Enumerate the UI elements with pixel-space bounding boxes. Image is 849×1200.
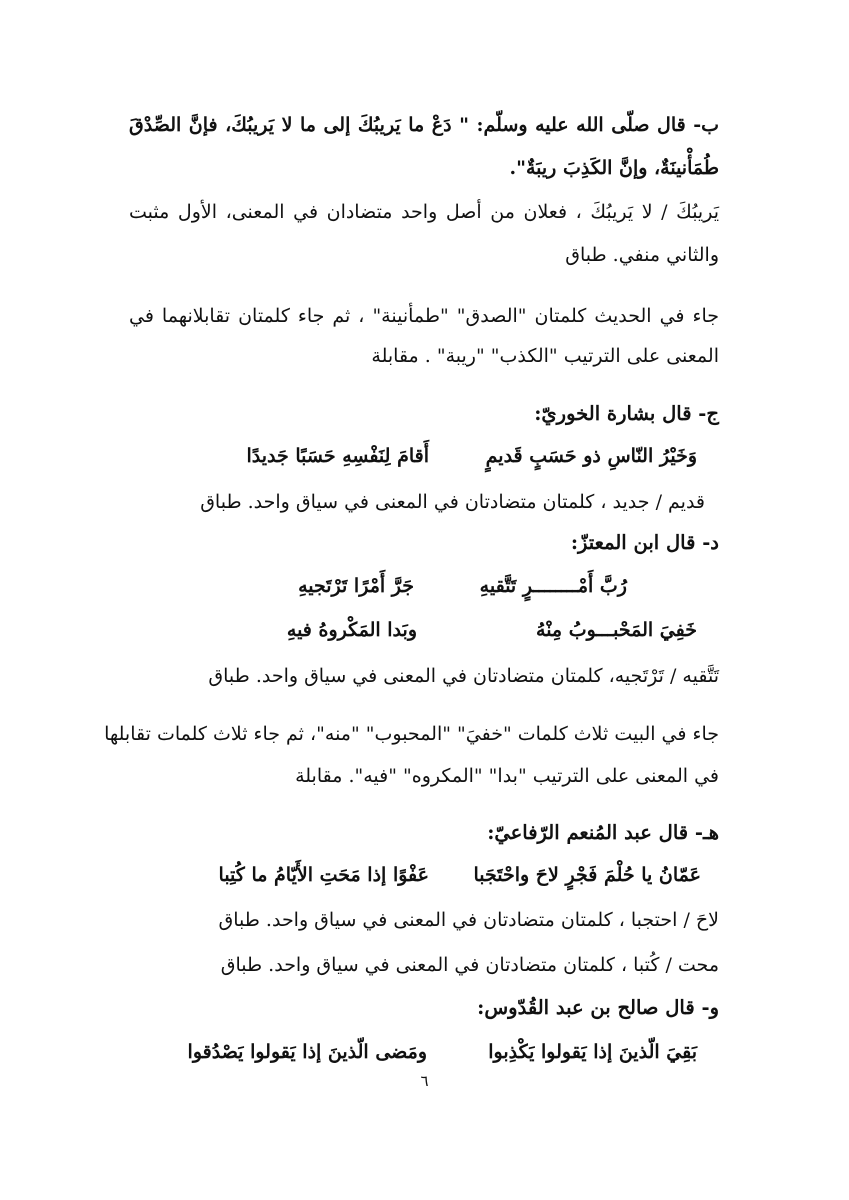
verse-first-hemistich: عَمّانُ يا حُلْمَ فَجْرٍ لاحَ واحْتَجَبا bbox=[473, 864, 701, 886]
section-heading-alrifai: هـ- قال عبد المُنعم الرّفاعيّ: bbox=[487, 821, 719, 844]
hadith-quote-line-1: ب- قال صلّى الله عليه وسلّم: " دَعْ ما يَريبُكَ إلى ما لا يَريبُكَ، فإنَّ الصِّدْقَ bbox=[129, 114, 719, 136]
muqabala-explanation-line-1: جاء في الحديث كلمتان "الصدق" "طمأنينة" ، ثم جاء كلمتان تقابلانهما في bbox=[129, 305, 719, 327]
verse-second-hemistich: جَرَّ أَمْرًا تَرْتَجيهِ bbox=[298, 575, 414, 597]
verse-first-hemistich: خَفِيَ المَحْبـــوبُ مِنْهُ bbox=[536, 619, 697, 641]
tibaq-explanation-line-1: يَريبُكَ / لا يَريبُكَ ، فعلان من أصل واحد متضادان في المعنى، الأول مثبت bbox=[129, 201, 719, 223]
muqabala-explanation-line-2: المعنى على الترتيب "الكذب" "ريبة" . مقابلة bbox=[371, 345, 719, 367]
tibaq-explanation-line-2: والثاني منفي. طباق bbox=[565, 244, 719, 266]
page-number: ٦ bbox=[420, 1072, 429, 1090]
tibaq-explanation-2: محت / كُتبا ، كلمتان متضادتان في المعنى في سياق واحد. طباق bbox=[220, 954, 719, 976]
verse-second-hemistich: عَفْوًا إذا مَحَتِ الأَيّامُ ما كُتِبا bbox=[218, 864, 429, 886]
verse-second-hemistich: أَقامَ لِنَفْسِهِ حَسَبًا جَديدًا bbox=[246, 445, 429, 467]
verse-second-hemistich: ومَضى الّذينَ إذا يَقولوا يَصْدُقوا bbox=[187, 1041, 427, 1063]
tibaq-explanation: قديم / جديد ، كلمتان متضادتان في المعنى في سياق واحد. طباق bbox=[200, 491, 705, 513]
verse-second-hemistich: وبَدا المَكْروهُ فيهِ bbox=[286, 619, 417, 641]
muqabala-explanation-line-2: في المعنى على الترتيب "بدا" "المكروه" "فيه". مقابلة bbox=[295, 765, 719, 787]
hadith-quote-line-2: طُمَأْنينَةٌ، وإنَّ الكَذِبَ ريبَةٌ". bbox=[509, 157, 719, 179]
verse-first-hemistich: وَخَيْرُ النّاسِ ذو حَسَبٍ قَديمٍ bbox=[485, 445, 697, 467]
verse-first-hemistich: بَقِيَ الّذينَ إذا يَقولوا يَكْذِبوا bbox=[488, 1041, 697, 1063]
section-heading-salih: و- قال صالح بن عبد القُدّوس: bbox=[477, 996, 719, 1019]
tibaq-explanation-1: لاحَ / احتجبا ، كلمتان متضادتان في المعنى في سياق واحد. طباق bbox=[218, 909, 719, 931]
section-heading-ibn-almutazz: د- قال ابن المعتزّ: bbox=[570, 531, 719, 554]
section-heading-bishara: ج- قال بشارة الخوريّ: bbox=[534, 402, 719, 425]
tibaq-explanation: تَتَّقيه / تَرْتَجيه، كلمتان متضادتان في المعنى في سياق واحد. طباق bbox=[208, 665, 719, 687]
muqabala-explanation-line-1: جاء في البيت ثلاث كلمات "خفيَ" "المحبوب" "منه"، ثم جاء ثلاث كلمات تقابلها bbox=[104, 723, 719, 745]
verse-first-hemistich: رُبَّ أَمْــــــــرٍ تَتَّقيهِ bbox=[479, 575, 627, 597]
